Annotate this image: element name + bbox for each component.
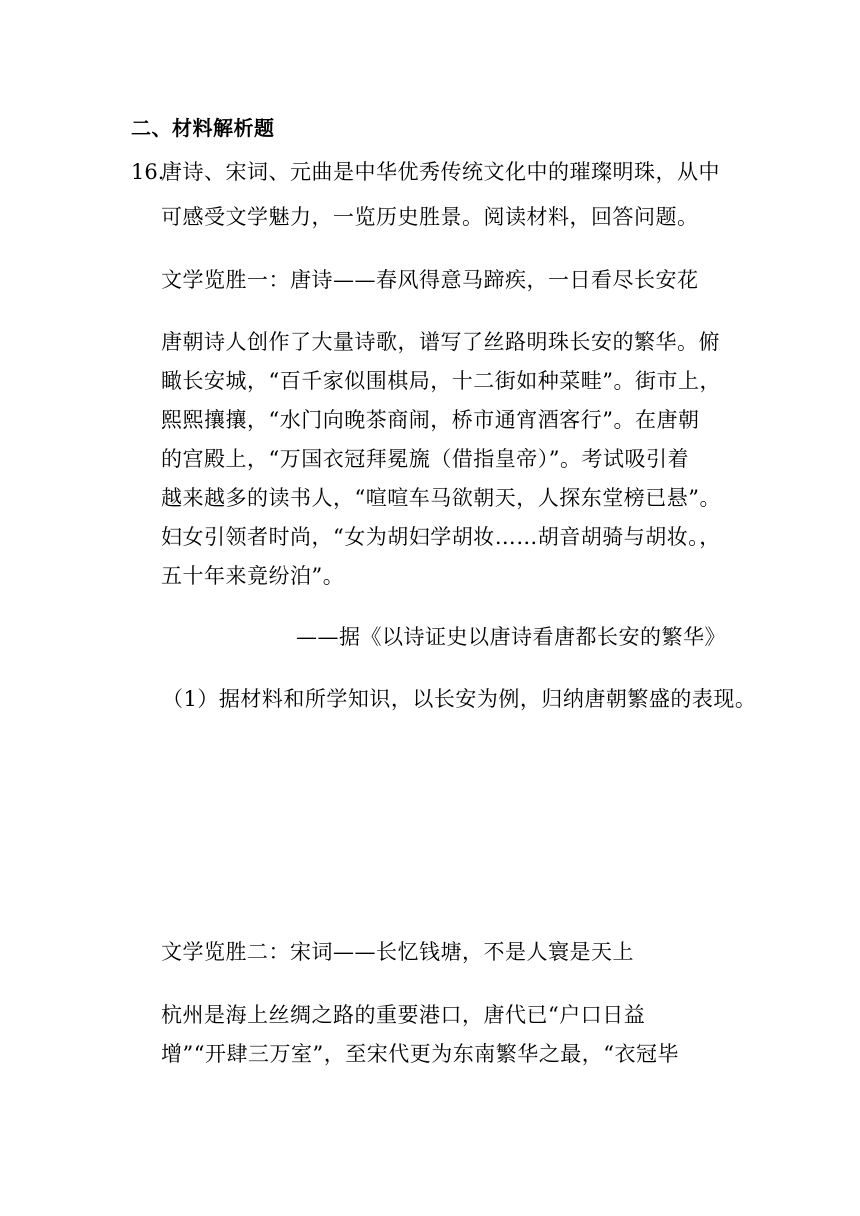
material2-line-1: 杭州是海上丝绸之路的重要港口，唐代已“户口日益: [161, 1003, 646, 1027]
material1-line-7: 五十年来竟纷泊”。: [161, 564, 345, 588]
sub-question-1: （1）据材料和所学知识，以长安为例，归纳唐朝繁盛的表现。: [162, 687, 757, 711]
material1-line-1: 唐朝诗人创作了大量诗歌，谱写了丝路明珠长安的繁华。俯: [161, 330, 720, 354]
section-heading: 二、材料解析题: [131, 116, 275, 140]
question-intro-line-1: 唐诗、宋词、元曲是中华优秀传统文化中的璀璨明珠，从中: [161, 160, 720, 184]
material1-line-3: 熙熙攘攘，“水门向晚茶商闹，桥市通宵酒客行”。在唐朝: [161, 408, 700, 432]
question-number: 16.: [131, 160, 165, 184]
material2-title: 文学览胜二：宋词——长忆钱塘，不是人寰是天上: [161, 940, 634, 964]
question-intro-line-2: 可感受文学魅力，一览历史胜景。阅读材料，回答问题。: [161, 205, 699, 229]
material1-source: ——据《以诗证史以唐诗看唐都长安的繁华》: [296, 625, 726, 649]
material1-line-5: 越来越多的读书人，“喧喧车马欲朝天，人探东堂榜已悬”。: [161, 486, 721, 510]
material1-line-4: 的宫殿上，“万国衣冠拜冕旒（借指皇帝）”。考试吸引着: [161, 447, 689, 471]
material2-line-2: 增”“开肆三万室”，至宋代更为东南繁华之最，“衣冠毕: [161, 1042, 679, 1066]
material1-line-2: 瞰长安城，“百千家似围棋局，十二街如种菜畦”。街市上，: [161, 369, 721, 393]
material1-line-6: 妇女引领者时尚，“女为胡妇学胡妆……胡音胡骑与胡妆。，: [161, 525, 721, 549]
material1-title: 文学览胜一：唐诗——春风得意马蹄疾，一日看尽长安花: [161, 268, 699, 292]
